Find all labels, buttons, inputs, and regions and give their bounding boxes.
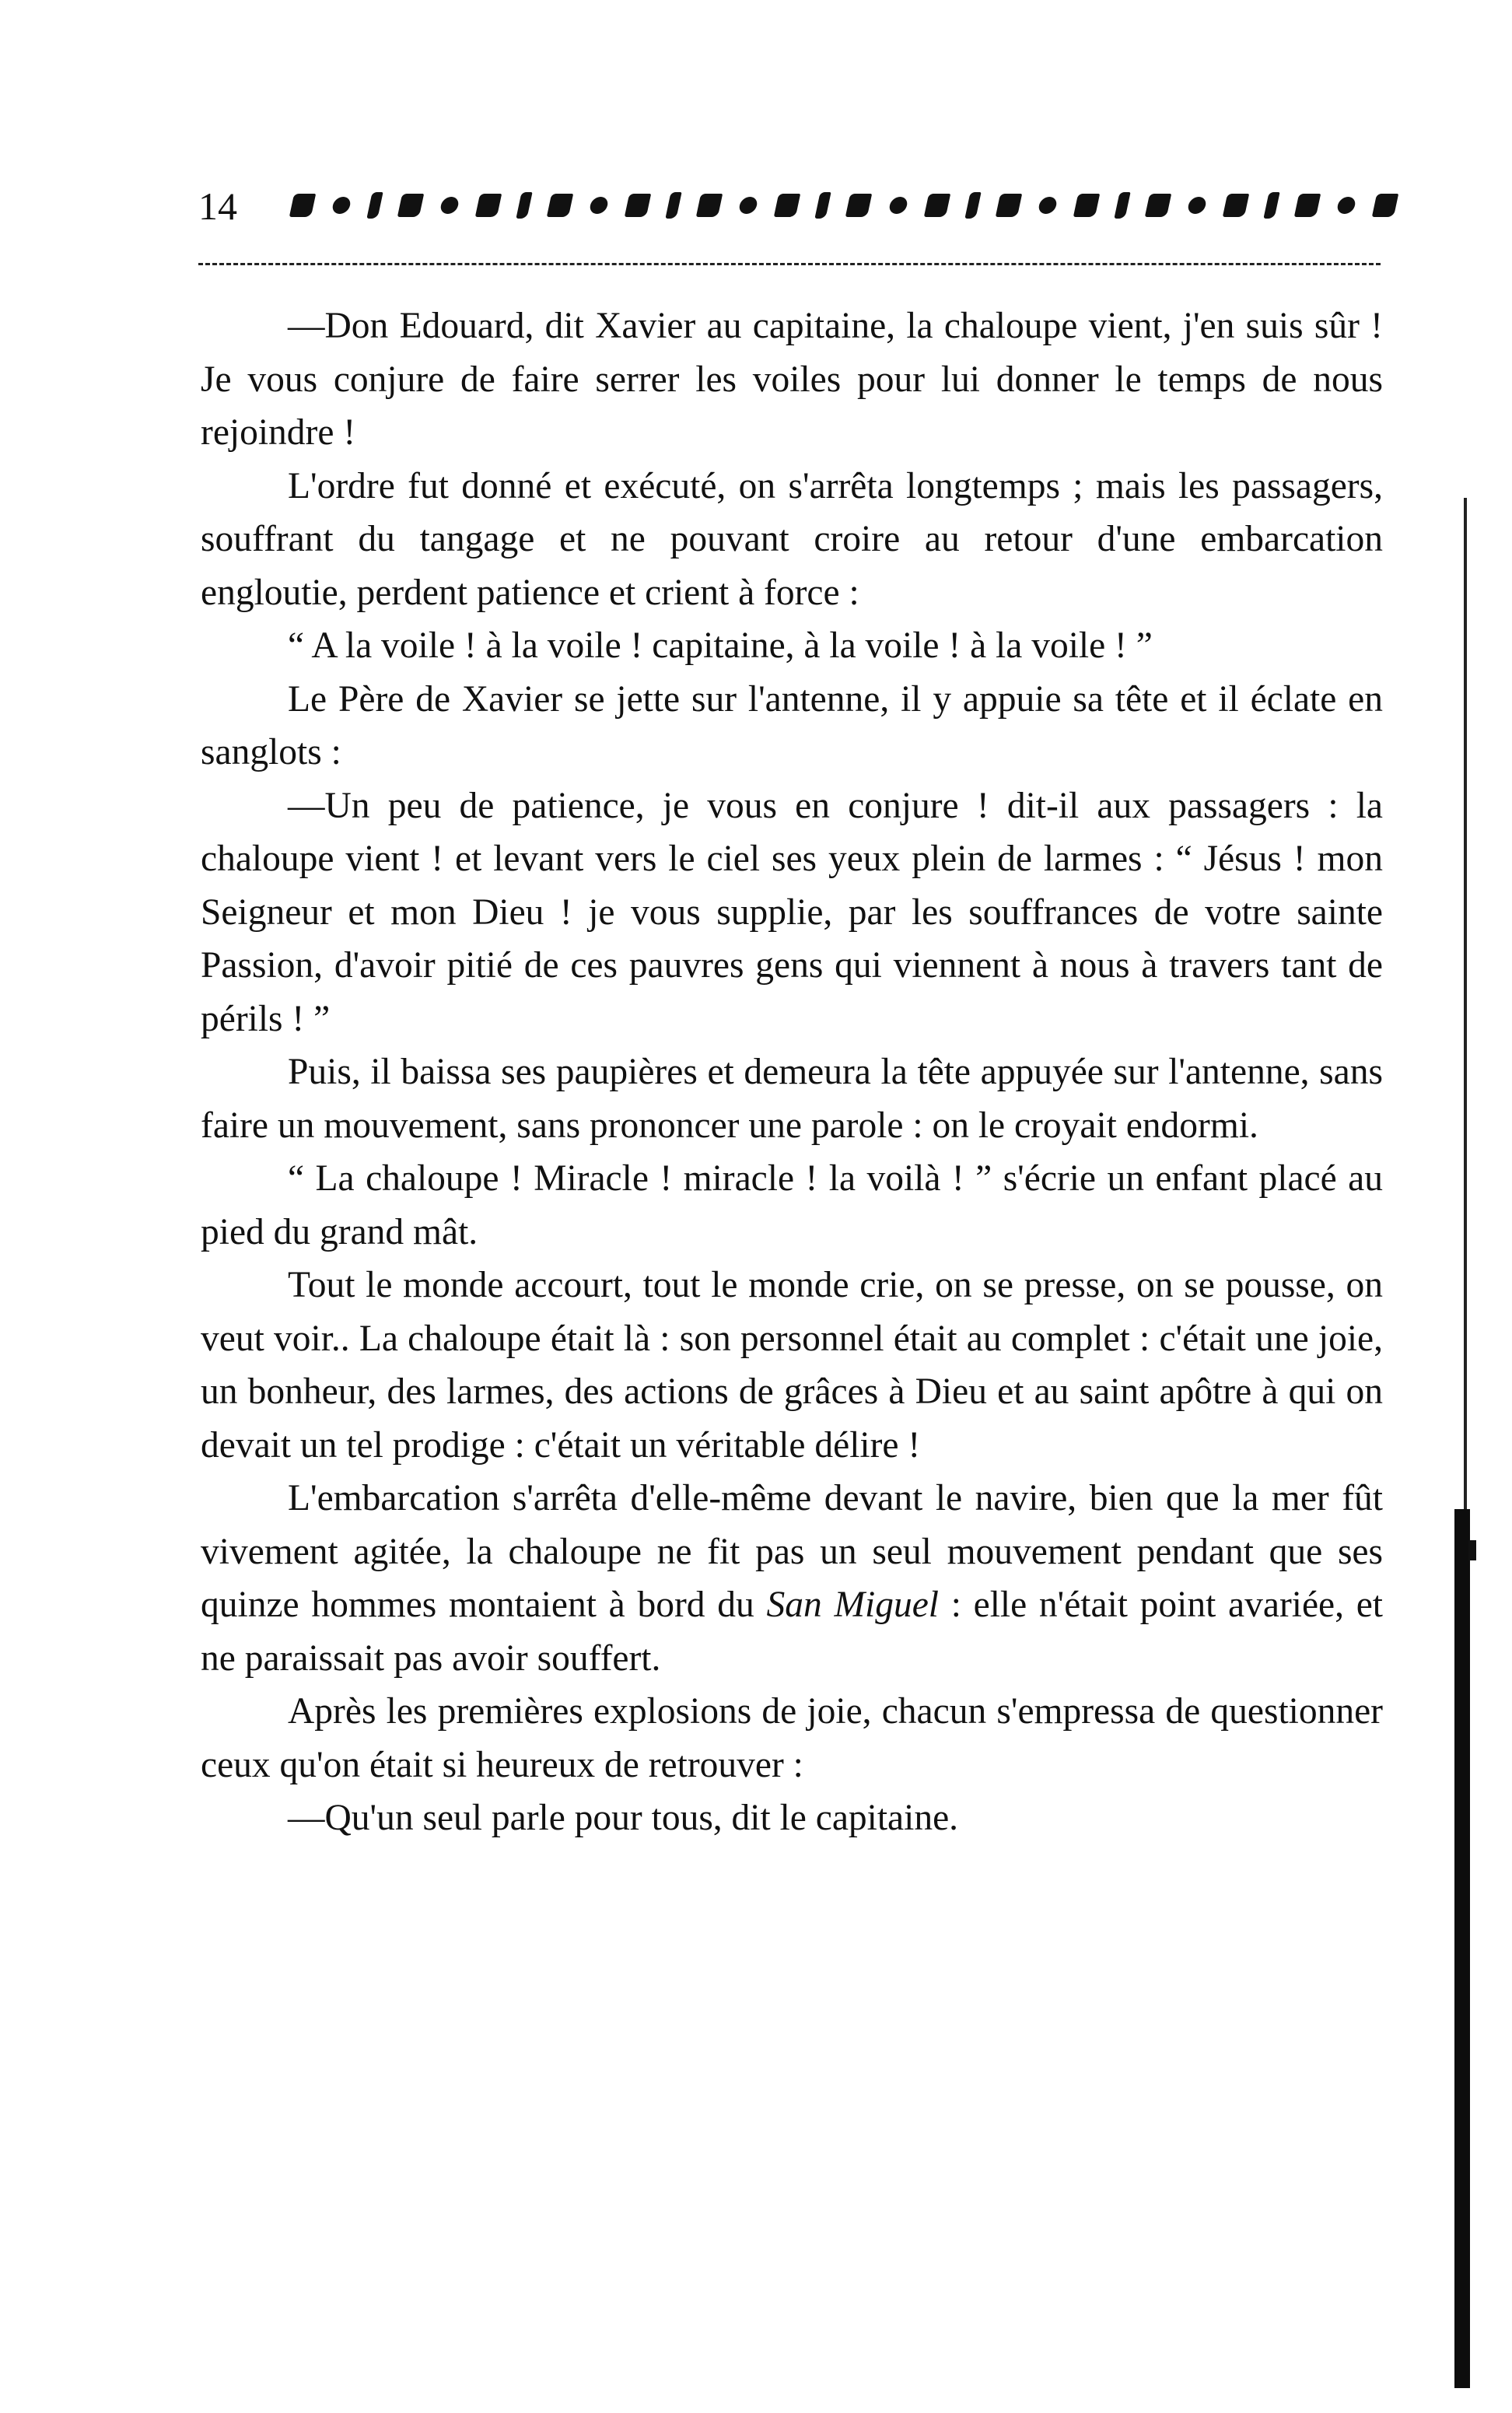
ornament-glyph [397, 194, 424, 217]
ornament-glyph [923, 194, 950, 217]
ornament-glyph [289, 194, 316, 217]
ship-name: San Miguel [766, 1585, 939, 1625]
paragraph: —Qu'un seul parle pour tous, dit le capitaine. [288, 1798, 959, 1838]
ornament-glyph [964, 192, 981, 219]
ornament-glyph [1223, 194, 1249, 217]
paragraph-embarcation [201, 1472, 1383, 1685]
ornament-glyph [1336, 197, 1357, 214]
ornament-glyph [887, 197, 908, 214]
ornament-glyph [589, 197, 610, 214]
ornament-glyph [366, 192, 383, 219]
ornament-glyph [625, 194, 651, 217]
ornament-glyph [995, 194, 1021, 217]
scan-gutter-mark [1468, 1540, 1476, 1560]
ornament-glyph [1186, 197, 1207, 214]
ornament-glyph [666, 192, 682, 219]
ornament-glyph [516, 192, 533, 219]
paragraph: —Don Edouard, dit Xavier au capitaine, la chaloupe vient, j'en suis sûr ! Je vous conjure de faire serrer les voiles pour lui donner le temps de nous rejoindre ! [201, 306, 1383, 453]
page-header [198, 179, 1396, 241]
paragraph: “ A la voile ! à la voile ! capitaine, à la voile ! à la voile ! ” [288, 625, 1153, 666]
ornament-glyph [547, 194, 573, 217]
running-head-ornament [292, 188, 1396, 222]
ornament-glyph [1073, 194, 1099, 217]
ornament-glyph [1294, 194, 1321, 217]
ornament-glyph [845, 194, 872, 217]
ornament-glyph [439, 197, 460, 214]
ornament-glyph [1037, 197, 1058, 214]
ornament-glyph [696, 194, 723, 217]
ornament-glyph [1145, 194, 1171, 217]
ornament-glyph [475, 194, 502, 217]
ornament-glyph [1372, 194, 1398, 217]
header-divider [198, 263, 1381, 265]
ornament-glyph [774, 194, 800, 217]
paragraph-text: L'embarcation s'arrêta d'elle-même devant le navire, bien que la mer fût vivement agitée, la chaloupe ne fit pas un seul mouvement pendant que ses quinze hommes montaient à bord du [201, 1478, 1383, 1625]
body-text [201, 299, 1383, 1845]
page-number: 14 [198, 184, 237, 228]
paragraph: Après les premières explosions de joie, chacun s'empressa de questionner ceux qu'on était si heureux de retrouver : [201, 1691, 1383, 1785]
ornament-glyph [815, 192, 831, 219]
scan-gutter-shadow [1454, 1509, 1470, 2388]
ornament-glyph [738, 197, 759, 214]
paragraph-text: : elle n'était point avariée, et ne paraissait pas avoir souffert. [201, 1585, 1384, 1679]
paragraph: Puis, il baissa ses paupières et demeura la tête appuyée sur l'antenne, sans faire un mouvement, sans prononcer une parole : on le croyait endormi. [201, 1052, 1383, 1146]
paragraph: Tout le monde accourt, tout le monde crie, on se presse, on se pousse, on veut voir.. La chaloupe était là : son personnel était au complet : c'était une joie, un bonheur, des larmes, des actions de grâces à Dieu et au saint apôtre à qui on devait un tel prodige : c'était un véritable délire ! [201, 1265, 1383, 1466]
paragraph: “ La chaloupe ! Miracle ! miracle ! la voilà ! ” s'écrie un enfant placé au pied du grand mât. [201, 1158, 1383, 1252]
paragraph: —Un peu de patience, je vous en conjure ! dit-il aux passagers : la chaloupe vient ! et levant vers le ciel ses yeux plein de larmes : “ Jésus ! mon Seigneur et mon Dieu ! je vous supplie, par les souffrances de votre sainte Passion, d'avoir pitié de ces pauvres gens qui viennent à nous à travers tant de périls ! ” [201, 785, 1383, 1039]
paragraph: L'ordre fut donné et exécuté, on s'arrêta longtemps ; mais les passagers, souffrant du tangage et ne pouvant croire au retour d'une embarcation engloutie, perdent patience et crient à force : [201, 465, 1383, 613]
ornament-glyph [1114, 192, 1130, 219]
paragraph: Le Père de Xavier se jette sur l'antenne, il y appuie sa tête et il éclate en sanglots : [201, 678, 1383, 772]
scan-gutter-line [1464, 498, 1467, 1509]
ornament-glyph [1263, 192, 1279, 219]
ornament-glyph [331, 197, 352, 214]
